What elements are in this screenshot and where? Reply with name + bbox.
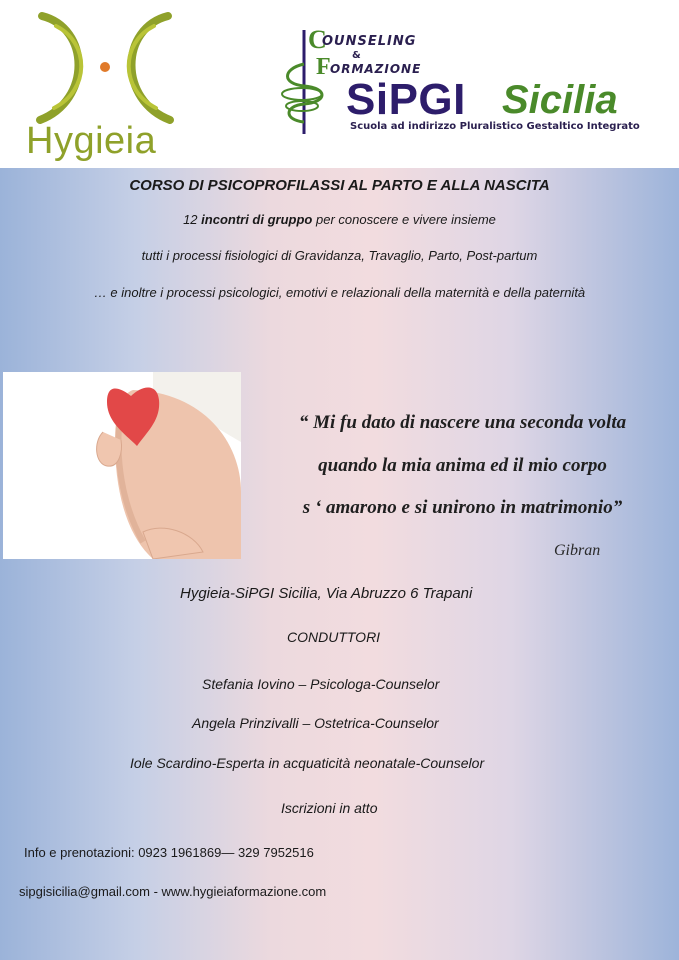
conduttore-2: Angela Prinzivalli – Ostetrica-Counselor	[192, 715, 439, 731]
quote-line-2: quando la mia anima ed il mio corpo	[318, 455, 607, 476]
hygieia-logo-text: Hygieia	[26, 120, 157, 162]
sipgi-subtitle: Scuola ad indirizzo Pluralistico Gestaltico Integrato	[350, 121, 640, 132]
pregnant-belly-heart-image	[3, 372, 241, 559]
svg-text:F: F	[316, 54, 331, 80]
conduttore-3: Iole Scardino-Esperta in acquaticità neonatale-Counselor	[130, 755, 485, 771]
quote-author: Gibran	[554, 542, 601, 559]
svg-text:C: C	[308, 25, 327, 54]
iscrizioni-text: Iscrizioni in atto	[281, 800, 378, 816]
course-line-1	[0, 212, 679, 227]
conduttori-label: CONDUTTORI	[287, 629, 381, 645]
course-line-1-bold: incontri di gruppo	[201, 212, 313, 227]
course-line-2: tutti i processi fisiologici di Gravidanza, Travaglio, Parto, Post-partum	[141, 248, 538, 263]
sipgi-formazione-text: ORMAZIONE	[330, 62, 422, 76]
course-line-1-pre: 12	[183, 212, 202, 227]
sipgi-sicilia: Sicilia	[502, 78, 618, 122]
sipgi-name: SiPGI	[346, 75, 466, 124]
address: Hygieia-SiPGI Sicilia, Via Abruzzo 6 Trapani	[180, 585, 473, 602]
course-line-3: … e inoltre i processi psicologici, emotivi e relazionali della maternità e della paternità	[93, 285, 586, 300]
course-line-1-post: per conoscere e vivere insieme	[312, 212, 496, 227]
conduttore-1: Stefania Iovino – Psicologa-Counselor	[202, 676, 440, 692]
quote-line-1: “ Mi fu dato di nascere una seconda volta	[298, 412, 627, 433]
sipgi-counseling-text: OUNSELING	[322, 34, 417, 49]
quote-line-3: s ‘ amarono e si unirono in matrimonio”	[302, 497, 623, 518]
course-title: CORSO DI PSICOPROFILASSI AL PARTO E ALLA NASCITA	[129, 177, 550, 194]
info-phone: Info e prenotazioni: 0923 1961869— 329 7952516	[24, 845, 314, 860]
contact-email-website: sipgisicilia@gmail.com - www.hygieiaformazione.com	[19, 884, 327, 899]
sipgi-amp-text: &	[352, 50, 361, 61]
